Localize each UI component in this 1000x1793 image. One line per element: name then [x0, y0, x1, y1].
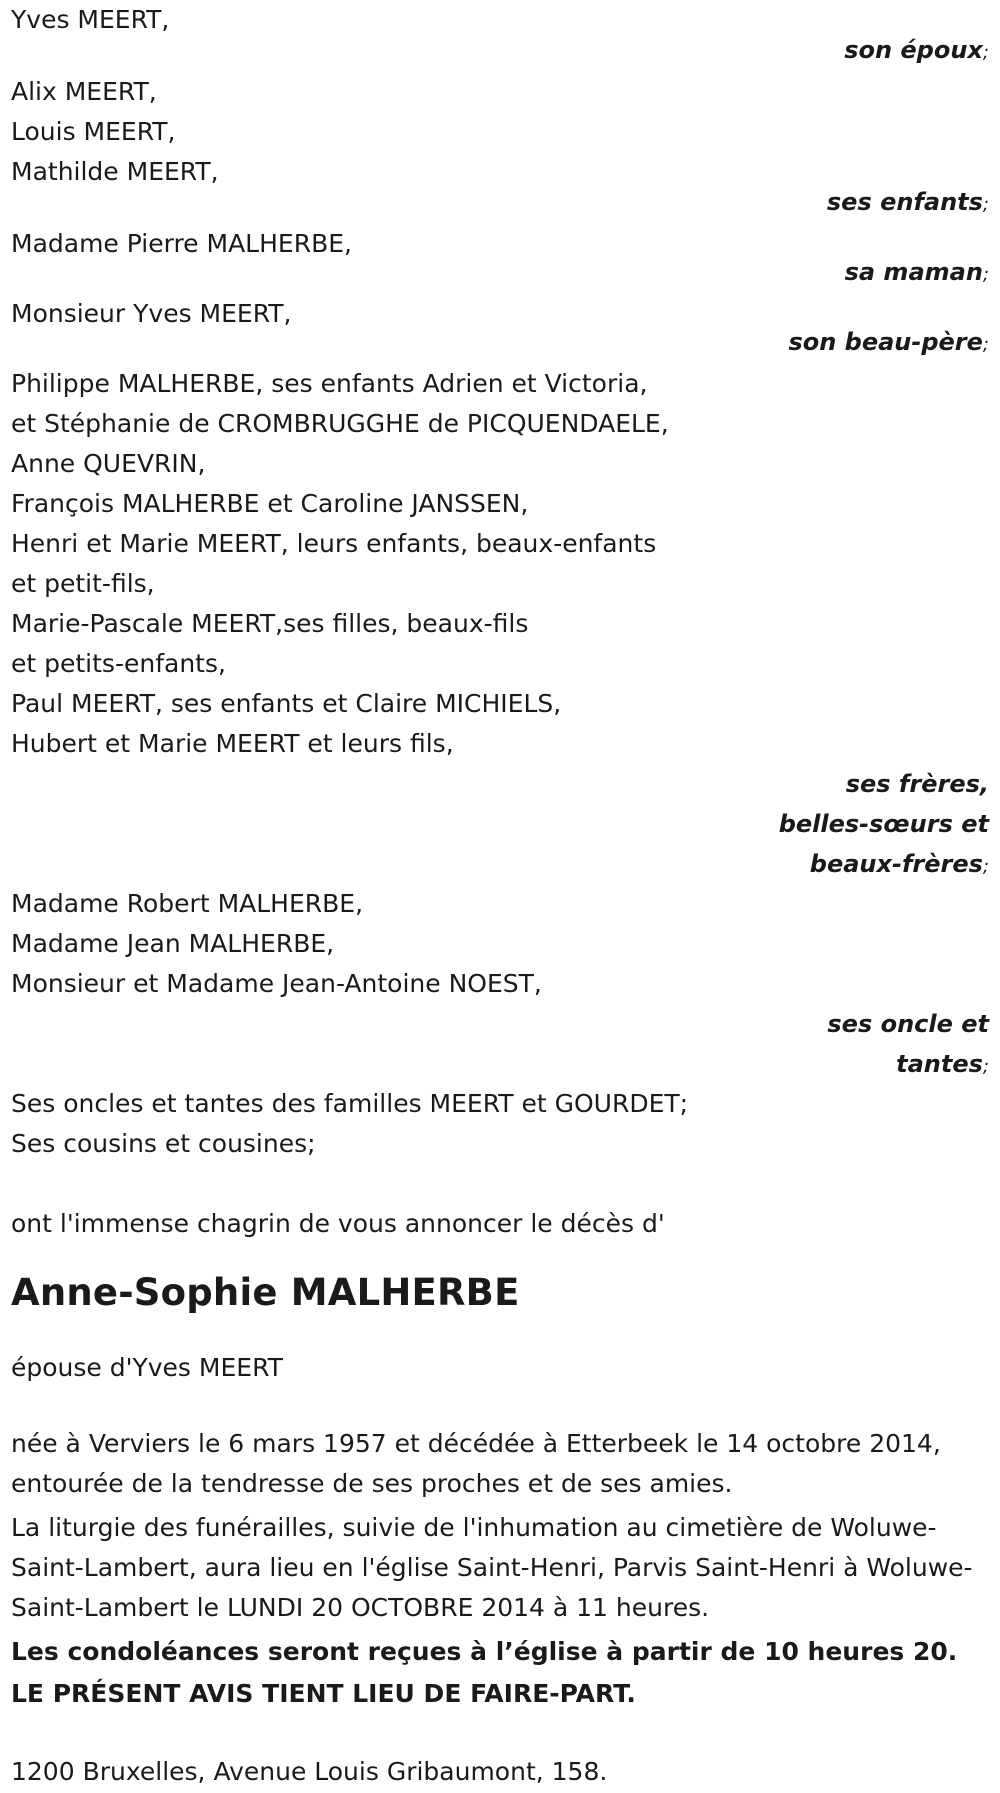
deceased-name: Anne-Sophie MALHERBE — [11, 1271, 520, 1314]
family-name-line: Louis MEERT, — [11, 117, 176, 146]
family-name-line: et petits-enfants, — [11, 649, 226, 678]
family-name-line: Madame Robert MALHERBE, — [11, 889, 364, 918]
family-name-line: Marie-Pascale MEERT,ses filles, beaux-fils — [11, 609, 529, 638]
notice-text: LE PRÉSENT AVIS TIENT LIEU DE FAIRE-PART. — [11, 1679, 636, 1708]
family-name-line: Madame Jean MALHERBE, — [11, 929, 335, 958]
liturgy-text: La liturgie des funérailles, suivie de l'inhumation au cimetière de Woluwe-Saint-Lambert, aura lieu en l'église Saint-Henri, Parvis Saint-Henri à Woluwe-Saint-Lambert le LUNDI 20 OCTOBRE 2014 à 11 heures. — [11, 1513, 973, 1622]
family-name-line: et Stéphanie de CROMBRUGGHE de PICQUENDAELE, — [11, 409, 669, 438]
family-name-line: Monsieur et Madame Jean-Antoine NOEST, — [11, 969, 542, 998]
condolences-text: Les condoléances seront reçues à l’église à partir de 10 heures 20. — [11, 1637, 958, 1666]
relationship-label: beaux-frères; — [809, 850, 989, 878]
extended-family-line: Ses cousins et cousines; — [11, 1129, 316, 1158]
relationship-label: son époux; — [844, 36, 989, 64]
relationship-label: belles-sœurs et — [778, 810, 989, 838]
extended-family-line: Ses oncles et tantes des familles MEERT et GOURDET; — [11, 1089, 689, 1118]
family-name-line: Madame Pierre MALHERBE, — [11, 229, 352, 258]
relationship-label: ses oncle et — [827, 1010, 989, 1038]
relationship-label: tantes; — [896, 1050, 989, 1078]
announcement-text: ont l'immense chagrin de vous annoncer le décès d' — [11, 1209, 665, 1238]
relationship-label: ses frères, — [845, 770, 989, 798]
family-name-line: Mathilde MEERT, — [11, 157, 219, 186]
family-name-line: Alix MEERT, — [11, 77, 157, 106]
family-name-line: François MALHERBE et Caroline JANSSEN, — [11, 489, 529, 518]
family-name-line: Anne QUEVRIN, — [11, 449, 206, 478]
obituary-notice — [11, 5, 989, 1792]
family-name-line: Yves MEERT, — [11, 5, 170, 34]
family-name-line: Henri et Marie MEERT, leurs enfants, beaux-enfants — [11, 529, 657, 558]
address-text: 1200 Bruxelles, Avenue Louis Gribaumont, 158. — [11, 1757, 608, 1786]
family-name-line: Monsieur Yves MEERT, — [11, 299, 292, 328]
family-name-line: Paul MEERT, ses enfants et Claire MICHIELS, — [11, 689, 562, 718]
family-name-line: Philippe MALHERBE, ses enfants Adrien et Victoria, — [11, 369, 648, 398]
family-name-line: Hubert et Marie MEERT et leurs fils, — [11, 729, 454, 758]
relationship-label: sa maman; — [844, 258, 989, 286]
birth-death-text: née à Verviers le 6 mars 1957 et décédée à Etterbeek le 14 octobre 2014, entourée de la tendresse de ses proches et de ses amies. — [11, 1429, 941, 1498]
relationship-label: son beau-père; — [788, 328, 989, 356]
family-name-line: et petit-fils, — [11, 569, 155, 598]
spouse-line: épouse d'Yves MEERT — [11, 1353, 283, 1382]
relationship-label: ses enfants; — [826, 188, 989, 216]
